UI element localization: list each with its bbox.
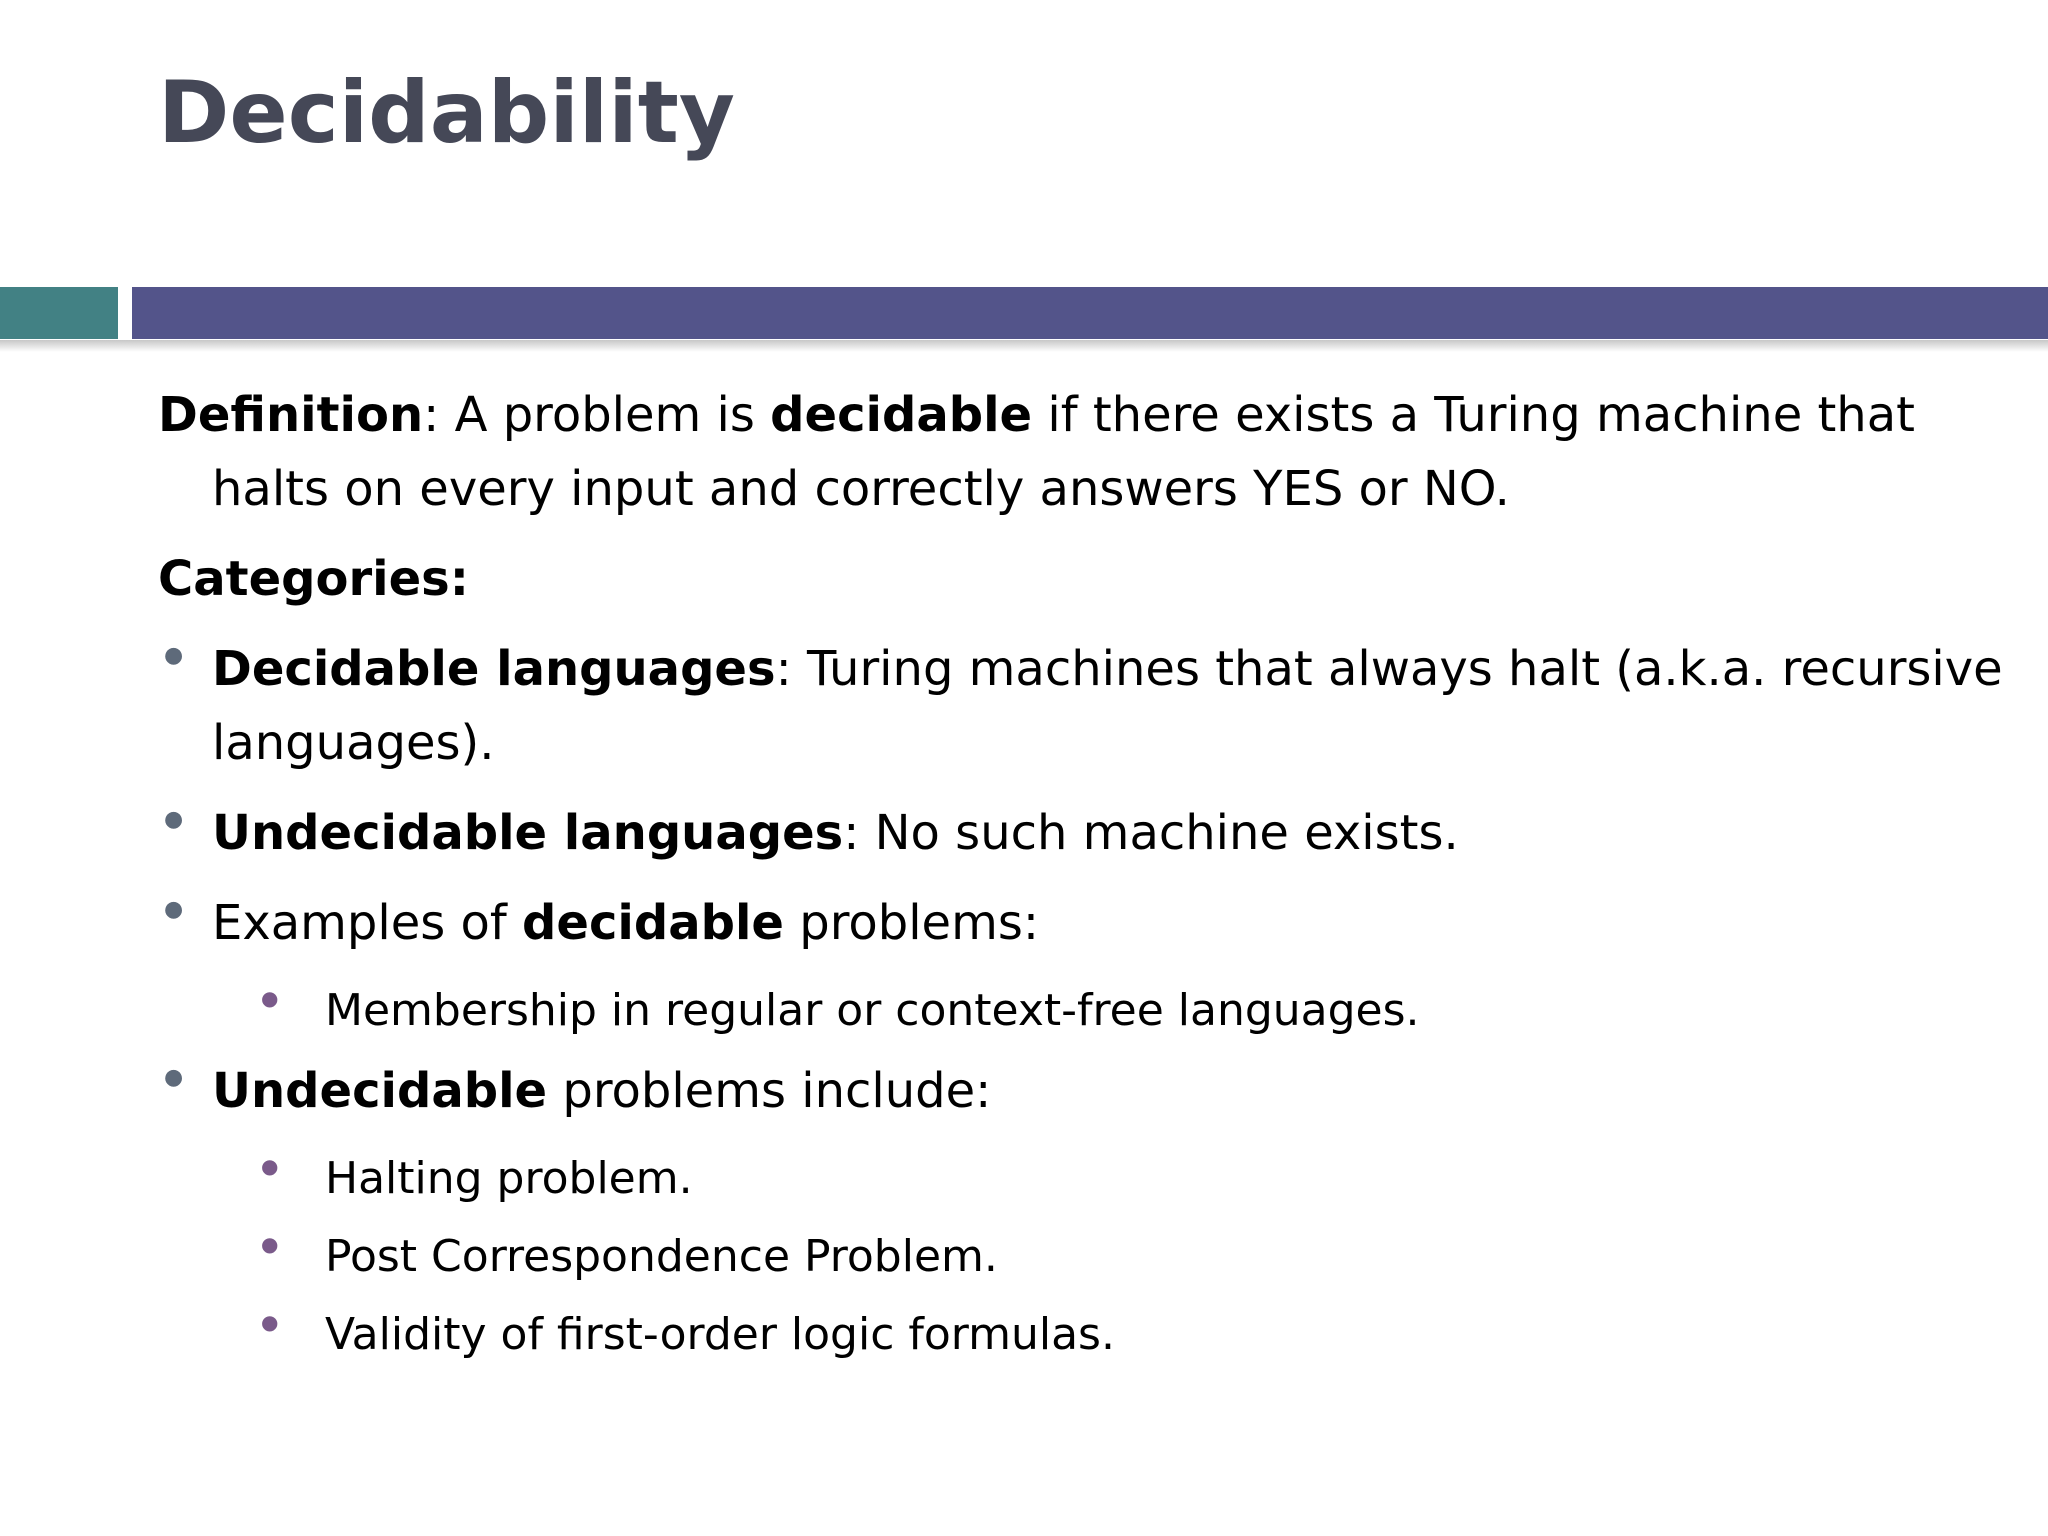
bullet-bold-term: Undecidable: [212, 1063, 548, 1119]
slide-body: [158, 378, 2018, 1378]
categories-heading: [158, 542, 2018, 616]
bullet-bold-term: Undecidable languages: [212, 805, 844, 861]
bullet-text: problems:: [783, 895, 1040, 951]
sub-bullet-icon: ●: [261, 1154, 279, 1178]
sub-bullet-icon: ●: [261, 986, 279, 1010]
definition-text-start: A problem is: [454, 387, 771, 443]
sub-item-text: Validity of first-order logic formulas.: [325, 1309, 1115, 1360]
bullet-text-pre: Examples of: [212, 895, 523, 951]
bullet-icon: ●: [164, 1065, 184, 1090]
header-bar-accent: [0, 287, 118, 339]
sub-item-text: Membership in regular or context-free languages.: [325, 985, 1420, 1036]
list-item: [158, 632, 2018, 780]
slide-title: Decidability: [158, 63, 735, 163]
sub-bullet-icon: ●: [261, 1232, 279, 1256]
bullet-icon: ●: [164, 897, 184, 922]
sub-item-text: Post Correspondence Problem.: [325, 1231, 998, 1282]
list-item: [158, 1054, 2018, 1128]
sub-item-text: Halting problem.: [325, 1153, 693, 1204]
header-bar-shadow: [0, 340, 2048, 352]
bullet-icon: ●: [164, 643, 184, 668]
bullet-icon: ●: [164, 807, 184, 832]
list-item: [158, 796, 2018, 870]
bullet-text: : Turing machines that always halt (a.k.a. recursive languages).: [212, 641, 2003, 771]
definition-paragraph: [158, 378, 2018, 526]
definition-text-end: if there exists a Turing machine that halts on every input and correctly answers YES or NO.: [212, 387, 1915, 517]
bullet-text: : No such machine exists.: [843, 805, 1459, 861]
sub-list-item: [158, 1222, 2018, 1292]
sub-list-item: [158, 1300, 2018, 1370]
definition-label: Definition: [158, 387, 424, 443]
bullet-text: problems include:: [547, 1063, 992, 1119]
sub-bullet-icon: ●: [261, 1310, 279, 1334]
definition-separator: :: [423, 387, 455, 443]
header-bar: [132, 287, 2048, 339]
list-item: [158, 886, 2018, 960]
bullet-bold-term: decidable: [522, 895, 784, 951]
sub-list-item: [158, 976, 2018, 1046]
sub-list-item: [158, 1144, 2018, 1214]
categories-heading-text: Categories:: [158, 551, 469, 607]
bullet-bold-term: Decidable languages: [212, 641, 776, 697]
definition-bold-term: decidable: [770, 387, 1033, 443]
